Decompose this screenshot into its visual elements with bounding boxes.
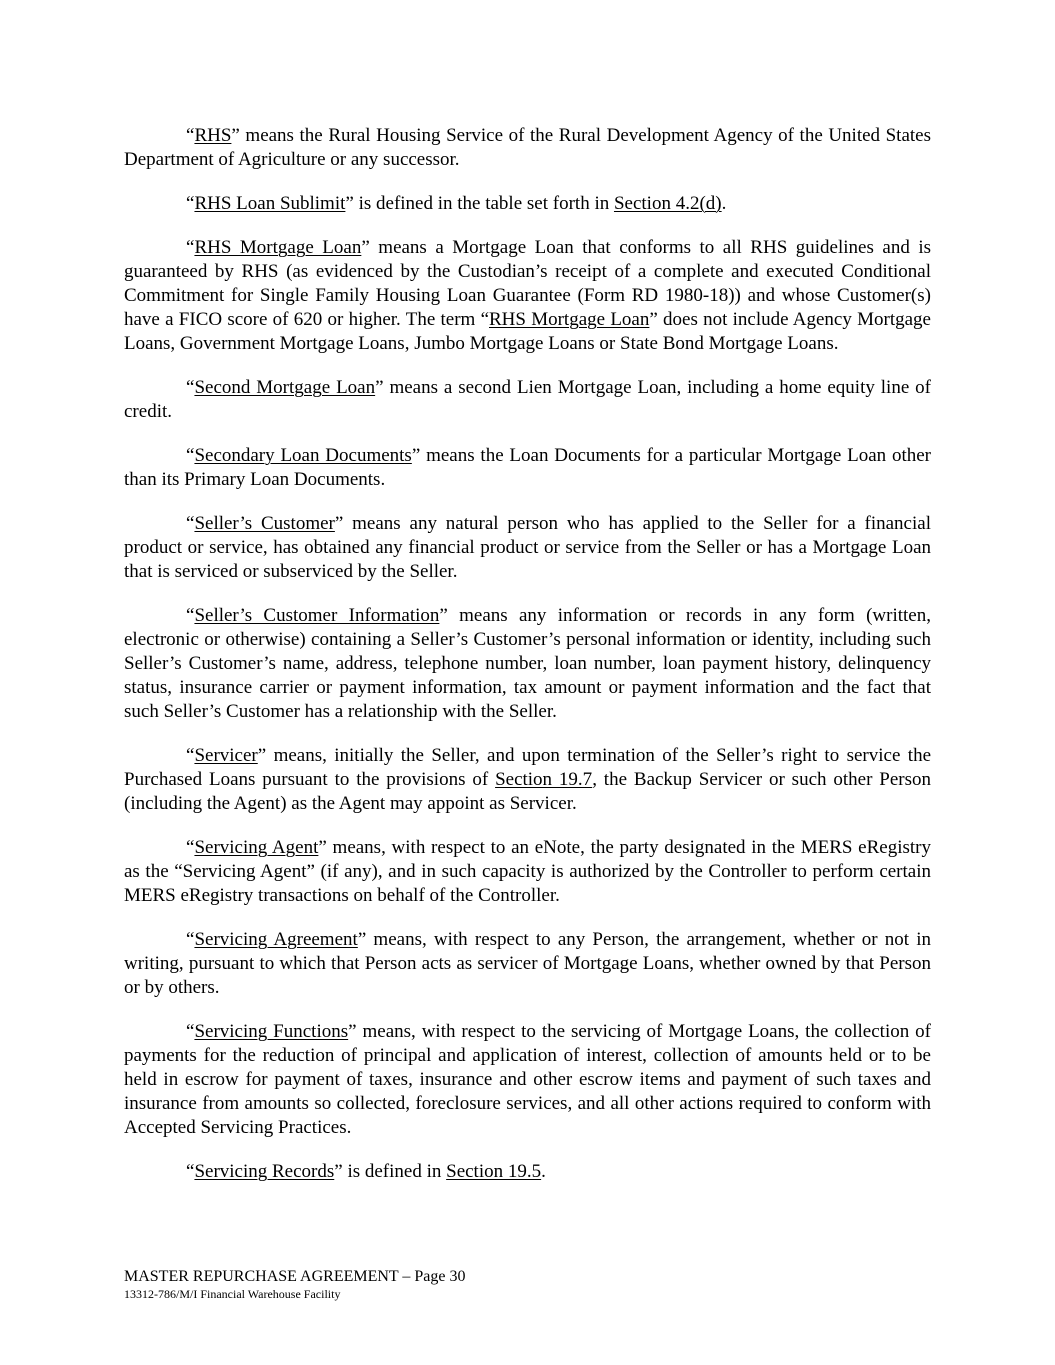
definitions-list — [124, 124, 931, 1204]
definition-text: ” does not include Agency Mortgage Loans, Government Mortgage Loans, Jumbo Mortgage Loans or State Bond Mortgage Loans. — [124, 309, 931, 354]
definition-text: “ — [186, 193, 195, 214]
definition-paragraph — [124, 1160, 931, 1184]
definition-text: “ — [186, 929, 195, 950]
definition-paragraph — [124, 376, 931, 424]
defined-term: Second Mortgage Loan — [194, 377, 376, 398]
definition-text: “ — [186, 513, 195, 534]
definition-paragraph — [124, 192, 931, 216]
definition-text: ” means the Loan Documents for a particular Mortgage Loan other than its Primary Loan Documents. — [124, 445, 931, 490]
definition-text: “ — [186, 1021, 195, 1042]
footer-subtitle: 13312-786/M/I Financial Warehouse Facility — [124, 1287, 341, 1301]
definition-text: ” means, with respect to the servicing of Mortgage Loans, the collection of payments for the reduction of principal and application of interest, collection of amounts held or to be held in escrow for payment of taxes, insurance and other escrow items and payment of such taxes and insurance from amounts so collected, foreclosure services, and all other actions required to conform with Accepted Servicing Practices. — [124, 1021, 931, 1138]
definition-text: ” means any natural person who has applied to the Seller for a financial product or service, has obtained any financial product or service from the Seller or has a Mortgage Loan that is serviced or subserviced by the Seller. — [124, 513, 931, 582]
definition-text: ” means a Mortgage Loan that conforms to all RHS guidelines and is guaranteed by RHS (as evidenced by the Custodian’s receipt of a complete and executed Conditional Commitment for Single Family Housing Loan Guarantee (Form RD 1980-18)) and whose Customer(s) have a FICO score of 620 or higher. The term “ — [124, 237, 931, 330]
definition-text: “ — [186, 445, 195, 466]
defined-term: Section 19.7 — [495, 769, 593, 790]
definition-paragraph — [124, 604, 931, 724]
definition-text: “ — [186, 605, 195, 626]
defined-term: RHS Loan Sublimit — [194, 193, 346, 214]
defined-term: Seller’s Customer Information — [194, 605, 440, 626]
definition-paragraph — [124, 836, 931, 908]
definition-text: “ — [186, 237, 195, 258]
definition-text: . — [541, 1161, 546, 1182]
defined-term: RHS Mortgage Loan — [194, 237, 362, 258]
defined-term: Section 4.2(d) — [613, 193, 722, 214]
footer-title: MASTER REPURCHASE AGREEMENT – Page 30 — [124, 1268, 466, 1285]
definition-text: ” means, initially the Seller, and upon termination of the Seller’s right to service the Purchased Loans pursuant to the provisions of — [124, 745, 931, 790]
definition-text: “ — [186, 837, 195, 858]
definition-text: ” means a second Lien Mortgage Loan, including a home equity line of credit. — [124, 377, 931, 422]
defined-term: Servicer — [194, 745, 258, 766]
definition-text: ” is defined in — [334, 1161, 447, 1182]
defined-term: RHS Mortgage Loan — [489, 309, 650, 330]
definition-text: ” is defined in the table set forth in — [345, 193, 614, 214]
defined-term: Secondary Loan Documents — [194, 445, 412, 466]
defined-term: Servicing Agreement — [194, 929, 358, 950]
definition-text: “ — [186, 745, 195, 766]
defined-term: Servicing Functions — [194, 1021, 349, 1042]
defined-term: Servicing Agent — [194, 837, 319, 858]
definition-paragraph — [124, 512, 931, 584]
definition-text: “ — [186, 125, 195, 146]
definition-text: . — [721, 193, 727, 214]
definition-text: , the Backup Servicer or such other Person (including the Agent) as the Agent may appoint as Servicer. — [124, 769, 932, 814]
definition-text: “ — [186, 377, 195, 398]
definition-text: “ — [186, 1161, 195, 1182]
definition-text: ” means, with respect to an eNote, the party designated in the MERS eRegistry as the “Servicing Agent” (if any), and in such capacity is authorized by the Controller to perform certain MERS eRegistry transactions on behalf of the Controller. — [124, 837, 931, 906]
defined-term: Servicing Records — [194, 1161, 335, 1182]
definition-paragraph — [124, 744, 931, 816]
definition-paragraph — [124, 928, 931, 1000]
definition-paragraph — [124, 1020, 931, 1140]
defined-term: RHS — [194, 125, 232, 146]
definition-paragraph — [124, 124, 931, 172]
definition-paragraph — [124, 236, 931, 356]
defined-term: Section 19.5 — [446, 1161, 542, 1182]
defined-term: Seller’s Customer — [194, 513, 335, 534]
definition-text: ” means, with respect to any Person, the arrangement, whether or not in writing, pursuant to which that Person acts as servicer of Mortgage Loans, whether owned by that Person or by others. — [124, 929, 932, 998]
page-footer — [124, 1267, 466, 1301]
definition-paragraph — [124, 444, 931, 492]
definition-text: ” means any information or records in any form (written, electronic or otherwise) containing a Seller’s Customer’s personal information or identity, including such Seller’s Customer’s name, address, telephone number, loan number, loan payment history, delinquency status, insurance carrier or payment information, tax amount or payment information and the fact that such Seller’s Customer has a relationship with the Seller. — [124, 605, 931, 722]
definition-text: ” means the Rural Housing Service of the Rural Development Agency of the United States Department of Agriculture or any successor. — [124, 125, 931, 170]
